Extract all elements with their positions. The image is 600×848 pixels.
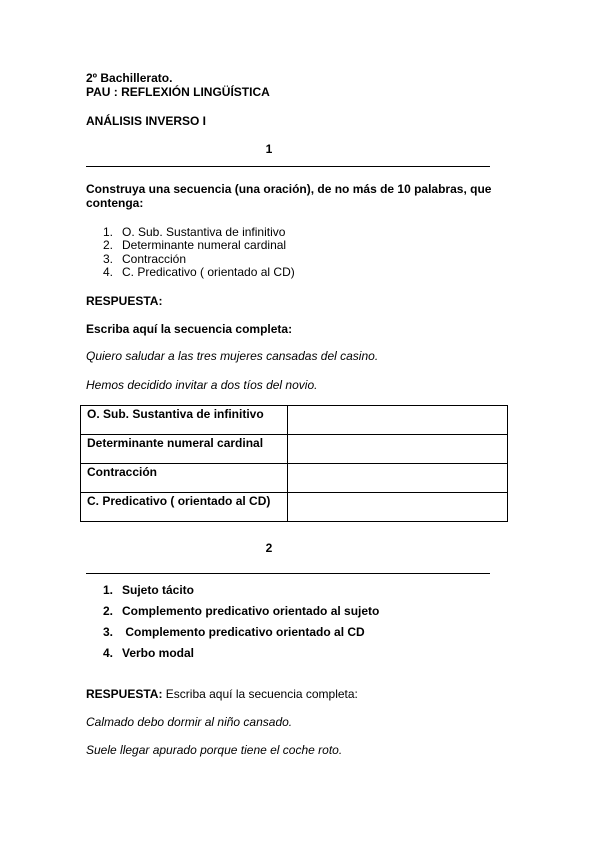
table-cell-value[interactable]: [288, 435, 508, 464]
exercise-1-divider: [86, 166, 490, 167]
analysis-table: [80, 405, 508, 522]
table-cell-label: C. Predicativo ( orientado al CD): [81, 493, 288, 522]
list-item: 2. Determinante numeral cardinal: [103, 238, 287, 252]
exercise-1-answer-label: RESPUESTA:: [86, 294, 163, 308]
table-row: [81, 435, 508, 464]
list-item: 1. O. Sub. Sustantiva de infinitivo: [103, 225, 286, 239]
list-item: 4. Verbo modal: [103, 646, 195, 660]
table-cell-label: Contracción: [81, 464, 288, 493]
exercise-2-answer-line: [86, 687, 358, 701]
list-item: 2. Complemento predicativo orientado al sujeto: [103, 604, 380, 618]
table-cell-label: Determinante numeral cardinal: [81, 435, 288, 464]
exercise-2-divider: [86, 573, 490, 574]
exercise-2-answer-1: Calmado debo dormir al niño cansado.: [86, 715, 293, 729]
exercise-2-answer-label: RESPUESTA:: [86, 687, 163, 701]
exercise-1-instruction-line1: Construya una secuencia (una oración), de no más de 10 palabras, que: [86, 182, 492, 196]
exercise-2-answer-instruction: Escriba aquí la secuencia completa:: [162, 687, 358, 701]
exercise-1-number: 1: [265, 142, 273, 156]
subject-title: PAU : REFLEXIÓN LINGÜÍSTICA: [86, 85, 270, 99]
exercise-1-answer-1: Quiero saludar a las tres mujeres cansadas del casino.: [86, 349, 379, 363]
table-row: [81, 493, 508, 522]
table-row: [81, 464, 508, 493]
exercise-2-number: 2: [265, 541, 273, 555]
list-item: 3. Contracción: [103, 252, 187, 266]
exercise-2-answer-2: Suele llegar apurado porque tiene el coche roto.: [86, 743, 343, 757]
exercise-1-instruction-line2: contenga:: [86, 196, 144, 210]
table-cell-value[interactable]: [288, 406, 508, 435]
list-item: 4. C. Predicativo ( orientado al CD): [103, 265, 295, 279]
table-row: [81, 406, 508, 435]
table-cell-value[interactable]: [288, 464, 508, 493]
section-title: ANÁLISIS INVERSO I: [86, 114, 207, 128]
exercise-1-answer-2: Hemos decidido invitar a dos tíos del novio.: [86, 378, 318, 392]
exercise-1-sequence-label: Escriba aquí la secuencia completa:: [86, 322, 293, 336]
table-cell-value[interactable]: [288, 493, 508, 522]
list-item: 3. Complemento predicativo orientado al CD: [103, 625, 365, 639]
course-label: 2º Bachillerato.: [86, 71, 173, 85]
table-cell-label: O. Sub. Sustantiva de infinitivo: [81, 406, 288, 435]
list-item: 1. Sujeto tácito: [103, 583, 195, 597]
